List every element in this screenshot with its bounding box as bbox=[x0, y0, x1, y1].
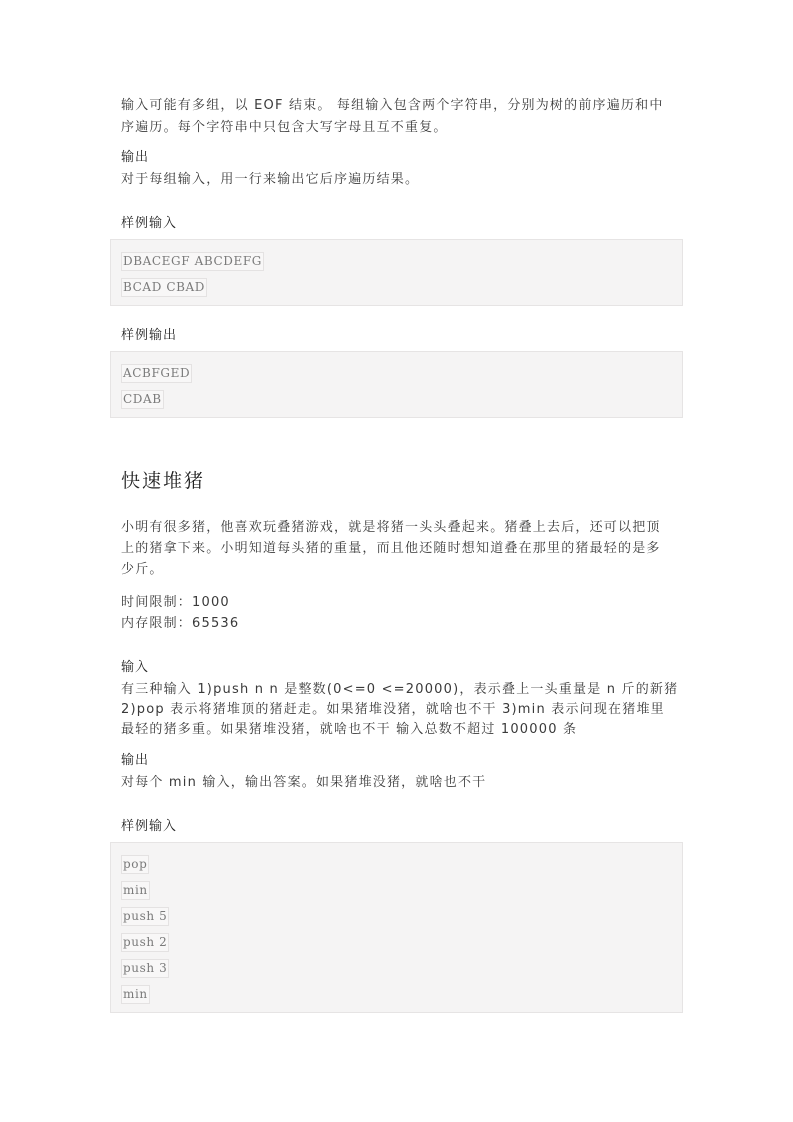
code-line: min bbox=[121, 876, 150, 902]
input-description-line-3: 最轻的猪多重。如果猪堆没猪，就啥也不干 输入总数不超过 100000 条 bbox=[121, 722, 578, 737]
memory-limit: 内存限制：65536 bbox=[121, 616, 240, 631]
code-line: push 5 bbox=[121, 902, 169, 928]
output-description: 对每个 min 输入，输出答案。如果猪堆没猪，就啥也不干 bbox=[121, 775, 487, 790]
sample-input-code-block bbox=[110, 239, 683, 306]
output-description: 对于每组输入，用一行来输出它后序遍历结果。 bbox=[121, 172, 420, 187]
code-line: DBACEGF ABCDEFG bbox=[121, 247, 264, 273]
problem-intro-line-2: 序遍历。每个字符串中只包含大写字母且互不重复。 bbox=[121, 120, 448, 135]
code-line: push 3 bbox=[121, 954, 169, 980]
input-description-line-2: 2)pop 表示将猪堆顶的猪赶走。如果猪堆没猪，就啥也不干 3)min 表示问现在猪堆里 bbox=[121, 702, 665, 717]
input-heading: 输入 bbox=[121, 660, 150, 675]
problem-description-line-2: 上的猪拿下来。小明知道每头猪的重量，而且他还随时想知道叠在那里的猪最轻的是多 bbox=[121, 541, 661, 556]
code-line: push 2 bbox=[121, 928, 169, 954]
code-line: CDAB bbox=[121, 385, 164, 411]
output-heading: 输出 bbox=[121, 753, 150, 768]
code-line: pop bbox=[121, 850, 149, 876]
time-limit: 时间限制：1000 bbox=[121, 595, 230, 610]
problem-description-line-1: 小明有很多猪，他喜欢玩叠猪游戏，就是将猪一头头叠起来。猪叠上去后，还可以把顶 bbox=[121, 520, 661, 535]
input-description-line-1: 有三种输入 1)push n n 是整数(0<=0 <=20000)，表示叠上一头重量是 n 斤的新猪 bbox=[121, 682, 679, 697]
problem-title: 快速堆猪 bbox=[121, 470, 206, 492]
sample-input-code-block bbox=[110, 842, 683, 1013]
problem-intro-line-1: 输入可能有多组，以 EOF 结束。 每组输入包含两个字符串，分别为树的前序遍历和中 bbox=[121, 98, 664, 113]
output-heading: 输出 bbox=[121, 150, 150, 165]
problem-description-line-3: 少斤。 bbox=[121, 562, 164, 577]
sample-output-code-block bbox=[110, 351, 683, 418]
code-line: BCAD CBAD bbox=[121, 273, 207, 299]
sample-input-heading: 样例输入 bbox=[121, 819, 178, 834]
code-line: min bbox=[121, 980, 150, 1006]
sample-output-heading: 样例输出 bbox=[121, 328, 178, 343]
sample-input-heading: 样例输入 bbox=[121, 216, 178, 231]
code-line: ACBFGED bbox=[121, 359, 192, 385]
